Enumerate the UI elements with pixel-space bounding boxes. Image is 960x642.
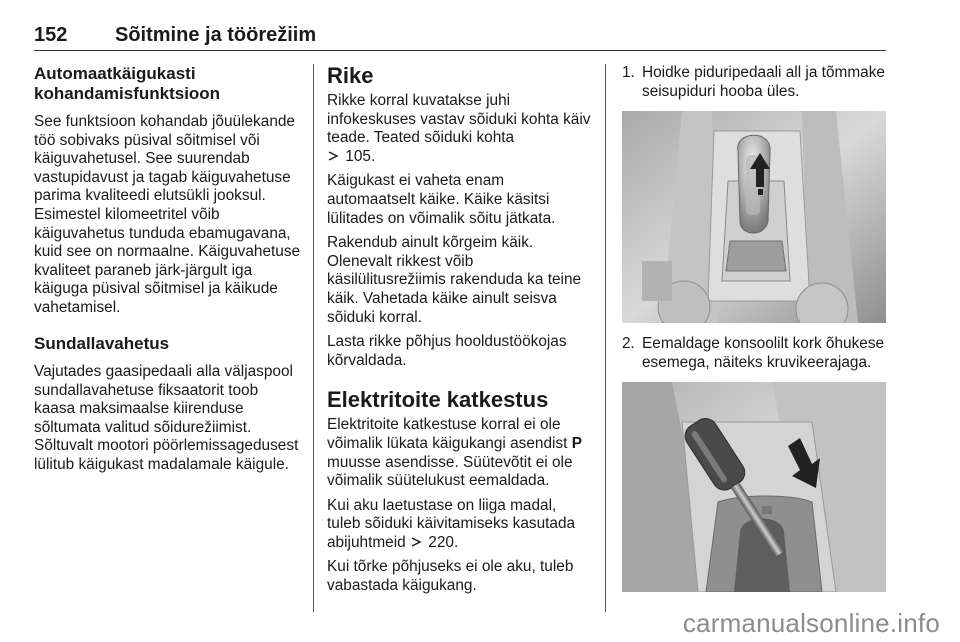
power-paragraph-3: Kui tõrke põhjuseks ei ole aku, tuleb vabastada käigukang.: [327, 558, 574, 595]
console-cap-photo: [622, 382, 886, 592]
power-paragraph-1-rest: muusse asendisse. Süütevõtit ei ole võimalik süütelukust eemaldada.: [327, 453, 573, 490]
adaptive-paragraph: See funktsioon kohandab jõuülekande töö sobivaks püsival sõitmisel või käiguvahetusel. See suurendab vastupidavust ja tagab käiguvahetuse parima kvaliteedi elutsükli jooksul. Esimestel kilomeetritel võib käiguvahetus tunduda ebamugavana, kuid see on normaalne. Käiguvahetuse kvaliteet paraneb järk-järgult iga käiguga püsival sõitmisel ja käikude vahetamisel.: [34, 113, 301, 316]
power-paragraph-1: [327, 416, 593, 490]
page-reference: 220.: [428, 533, 459, 551]
position-p-label: P: [571, 434, 582, 452]
section-title-fault: Rike: [327, 63, 374, 88]
column-left: [34, 64, 302, 481]
fault-paragraph-3: Rakendub ainult kõrgeim käik. Olenevalt rikkest võib käsilülitusrežiimis rakenduda ka teine käik. Vahetada käike ainult seisva sõiduki korral.: [327, 234, 582, 326]
watermark: carmanualsonline.info: [682, 608, 940, 638]
section-title-kickdown: Sundallavahetus: [34, 333, 170, 353]
fault-paragraph-4: Lasta rikke põhjus hooldustöökojas kõrvaldada.: [327, 333, 567, 369]
column-divider: [313, 64, 314, 612]
power-paragraph-1-text: Elektritoite katkestuse korral ei ole võimalik lükata käigukangi asendist: [327, 416, 568, 452]
power-paragraph-2: [327, 497, 593, 553]
section-title-adaptive: Automaatkäigukasti kohandamisfunktsioon: [34, 64, 221, 103]
section-title-power-failure: Elektritoite katkestus: [327, 387, 549, 413]
fault-paragraph-1-text: Rikke korral kuvatakse juhi infokeskuses vastav sõiduki kohta käiv teade. Teated sõiduki kohta: [327, 92, 591, 147]
step-text: Eemaldage konsoolilt kork õhukese esemega, näiteks kruvikeerajaga.: [642, 335, 885, 371]
gear-lever-photo: [622, 111, 886, 323]
column-middle: [327, 64, 593, 602]
column-right: [614, 64, 890, 604]
fault-paragraph-1: [327, 92, 593, 166]
page-ref-icon: [327, 148, 341, 167]
power-paragraph-2-text: Kui aku laetustase on liiga madal, tuleb sõiduki käivitamiseks kasutada abijuhtmeid: [327, 496, 576, 551]
page-reference: 105.: [345, 147, 376, 165]
fault-paragraph-2: Käigukast ei vaheta enam automaatselt käike. Käike käsitsi lülitades on võimalik sõitu jätkata.: [327, 172, 556, 227]
running-title: Sõitmine ja töörežiim: [115, 24, 317, 46]
column-divider: [605, 64, 606, 612]
step-text: Hoidke piduripedaali all ja tõmmake seisupiduri hooba üles.: [642, 64, 885, 100]
step-1: [614, 64, 890, 101]
page-ref-icon: [410, 534, 424, 553]
header-rule: [34, 50, 886, 51]
page-number: 152: [34, 24, 68, 46]
page-header: [34, 22, 886, 52]
step-2: [614, 335, 890, 372]
kickdown-paragraph: Vajutades gaasipedaali alla väljaspool sundallavahetuse fiksaatorit toob kaasa maksimaalse kiirenduse sõltumata valitud sõidurežiimist. Sõltuvalt mootori pöörlemissagedusest lülitub käigukast madalamale käigule.: [34, 363, 299, 473]
step-number: 1.: [622, 64, 635, 81]
step-number: 2.: [622, 335, 635, 353]
